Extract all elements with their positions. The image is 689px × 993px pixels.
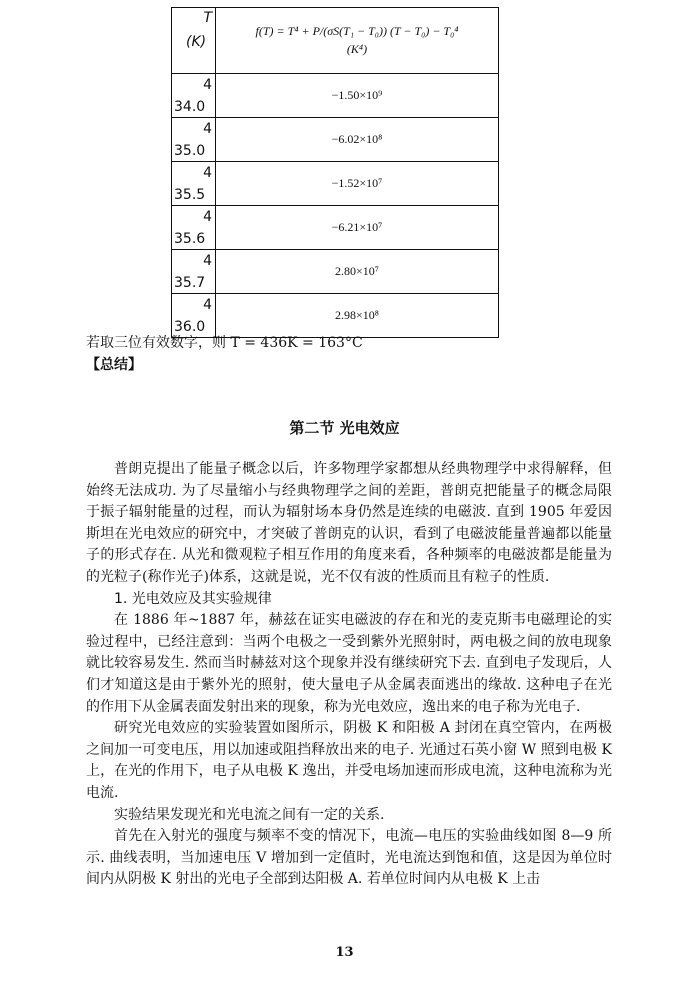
t-value-line1: 4 xyxy=(203,253,212,269)
body-text xyxy=(86,459,612,891)
table-row xyxy=(172,206,499,250)
f-value: 2.98×10⁸ xyxy=(216,294,499,338)
f-value: −6.02×10⁸ xyxy=(216,118,499,162)
formula: f(T) = T⁴ + P/(σS(T₁ − T₀)) (T − T₀) − T₀⁴ xyxy=(255,23,459,38)
paragraph: 在 1886 年~1887 年，赫兹在证实电磁波的存在和光的麦克斯韦电磁理论的实验过程中，已经注意到：当两个电极之一受到紫外光照射时，两电极之间的放电现象就比较容易发生. 然而当时赫兹对这个现象并没有继续研究下去. 直到电子发现后，人们才知道这是由于紫外光的照射，使大量电子从金属表面逃出的缘故. 这种电子在光的作用下从金属表面发射出来的现象，称为光电效应，逸出来的电子称为光电子. xyxy=(86,612,612,715)
section-title: 第二节 光电效应 xyxy=(289,419,400,437)
t-value-line1: 4 xyxy=(203,209,212,225)
conclusion-text: 若取三位有效数字，则 T = 436K = 163°C xyxy=(86,335,363,351)
f-value: −6.21×10⁷ xyxy=(216,206,499,250)
t-value-line2: 35.5 xyxy=(174,187,206,203)
paragraph: 研究光电效应的实验装置如图所示，阴极 K 和阳极 A 封闭在真空管内，在两极之间加一可变电压，用以加速或阻挡释放出来的电子. 光通过石英小窗 W 照到电极 K 上，在光的作用下，电子从电极 K 逸出，并受电场加速而形成电流，这种电流称为光电流. xyxy=(86,720,612,801)
t-value-line1: 4 xyxy=(203,165,212,181)
subsection-heading: 1. 光电效应及其实验规律 xyxy=(114,590,272,607)
f-value: −1.52×10⁷ xyxy=(216,162,499,206)
table-row xyxy=(172,250,499,294)
f-value: −1.50×10⁹ xyxy=(216,74,499,118)
header-formula-cell xyxy=(216,8,499,74)
table-header-row xyxy=(172,8,499,74)
paragraph: 首先在入射光的强度与频率不变的情况下，电流—电压的实验曲线如图 8—9 所示. 曲线表明，当加速电压 V 增加到一定值时，光电流达到饱和值，这是因为单位时间内从阴极 K 射出的光电子全部到达阳极 A. 若单位时间内从电极 K 上击 xyxy=(86,828,612,888)
t-value-line1: 4 xyxy=(203,121,212,137)
t-value-line2: 35.0 xyxy=(174,143,206,159)
t-value-line2: 35.7 xyxy=(174,275,206,291)
t-value-line1: 4 xyxy=(203,297,212,313)
table-row xyxy=(172,294,499,338)
table-row xyxy=(172,162,499,206)
data-table xyxy=(171,7,499,338)
table-row xyxy=(172,118,499,162)
formula-unit: (K⁴) xyxy=(346,42,368,57)
t-value-line2: 34.0 xyxy=(174,99,206,115)
header-t-label: T xyxy=(203,10,212,26)
summary-heading: 【总结】 xyxy=(86,357,142,373)
t-value-line2: 36.0 xyxy=(174,319,206,335)
f-value: 2.80×10⁷ xyxy=(216,250,499,294)
page-number: 13 xyxy=(335,945,354,960)
table-row xyxy=(172,74,499,118)
t-value-line1: 4 xyxy=(203,77,212,93)
header-t-cell xyxy=(172,8,216,74)
paragraph: 普朗克提出了能量子概念以后，许多物理学家都想从经典物理学中求得解释，但始终无法成功. 为了尽量缩小与经典物理学之间的差距，普朗克把能量子的概念局限于振子辐射能量的过程，而认为辐射场本身仍然是连续的电磁波. 直到 1905 年爱因斯坦在光电效应的研究中，才突破了普朗克的认识，看到了电磁波能量普遍都以能量子的形式存在. 从光和微观粒子相互作用的角度来看，各种频率的电磁波都是能量为的光粒子(称作光子)体系，这就是说，光不仅有波的性质而且有粒子的性质. xyxy=(86,461,612,585)
header-t-unit: (K) xyxy=(186,34,207,50)
t-value-line2: 35.6 xyxy=(174,231,206,247)
paragraph: 实验结果发现光和光电流之间有一定的关系. xyxy=(114,806,385,823)
